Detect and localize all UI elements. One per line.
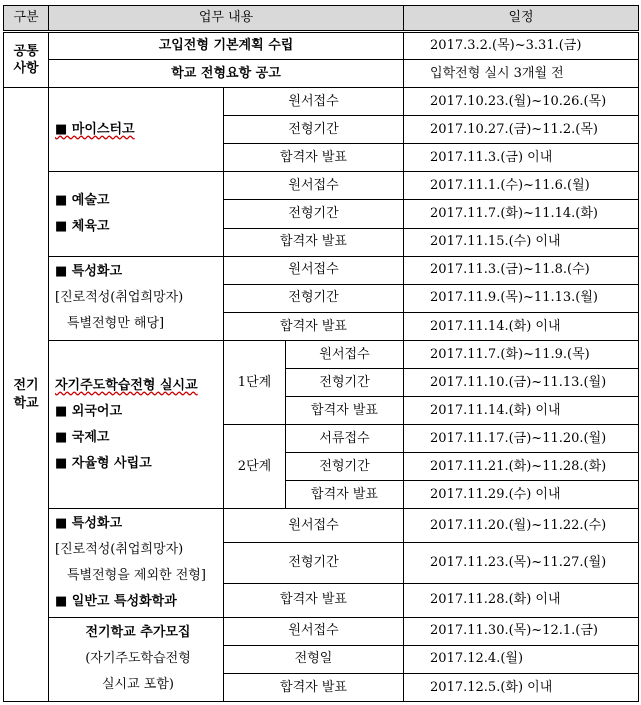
step-cell: 전형기간: [224, 284, 404, 312]
step-cell: 전형일: [224, 645, 404, 673]
schedule-cell: 2017.11.30.(목)~12.1.(금): [404, 617, 639, 645]
schedule-table: [3, 5, 639, 702]
schedule-cell: 2017.11.21.(화)~11.28.(화): [404, 453, 639, 481]
step-cell: 원서접수: [224, 617, 404, 645]
header-content: 업무 내용: [49, 6, 404, 32]
schedule-cell: 2017.11.3.(금) 이내: [404, 144, 639, 172]
group-line: 특별전형만 해당]: [67, 316, 165, 332]
group-line: ■ 외국어고: [55, 403, 123, 419]
category-early: [4, 88, 49, 702]
header-category: 구분: [4, 6, 49, 32]
step-cell: 전형기간: [286, 368, 404, 396]
group-cell: [49, 172, 224, 256]
step-cell: 원서접수: [224, 509, 404, 543]
group-line: ■ 체육고: [55, 219, 110, 234]
group-line: 자기주도학습전형 실시교: [55, 377, 198, 393]
group-line: (자기주도학습전형: [85, 651, 191, 667]
schedule-cell: 2017.11.14.(화) 이내: [404, 312, 639, 340]
schedule-cell: 2017.11.1.(수)~11.6.(월): [404, 172, 639, 200]
schedule-cell: 2017.11.7.(화)~11.14.(화): [404, 200, 639, 228]
group-line: 특별전형을 제외한 전형]: [67, 567, 206, 583]
table-row: [4, 340, 639, 368]
step-cell: 합격자 발표: [224, 673, 404, 701]
category-label: 전기: [13, 378, 39, 394]
category-label: 공통: [13, 43, 39, 59]
category-label: 학교: [13, 395, 39, 411]
group-cell: [49, 256, 224, 340]
task-cell: 고입전형 기본계획 수립: [49, 32, 404, 60]
table-row: [4, 509, 639, 543]
schedule-cell: 2017.11.10.(금)~11.13.(월): [404, 368, 639, 396]
schedule-cell: 2017.12.5.(화) 이내: [404, 673, 639, 701]
group-cell: [49, 340, 224, 508]
group-line: ■ 예술고: [55, 193, 110, 208]
category-common: [4, 32, 49, 88]
schedule-cell: 입학전형 실시 3개월 전: [404, 60, 639, 88]
schedule-cell: 2017.11.15.(수) 이내: [404, 228, 639, 256]
group-line: ■ 국제고: [55, 429, 110, 445]
step-cell: 합격자 발표: [224, 228, 404, 256]
stage-cell: 2단계: [224, 425, 286, 509]
step-cell: 서류접수: [286, 425, 404, 453]
group-line: [진로적성(취업희망자): [55, 290, 184, 306]
step-cell: 원서접수: [286, 340, 404, 368]
task-cell: 학교 전형요항 공고: [49, 60, 404, 88]
step-cell: 합격자 발표: [224, 312, 404, 340]
header-row: [4, 6, 639, 32]
table-row: [4, 32, 639, 60]
group-line: ■ 일반고 특성화학과: [55, 593, 177, 609]
schedule-cell: 2017.11.7.(화)~11.9.(목): [404, 340, 639, 368]
schedule-cell: 2017.11.29.(수) 이내: [404, 481, 639, 509]
table-row: [4, 256, 639, 284]
schedule-cell: 2017.11.28.(화) 이내: [404, 583, 639, 617]
step-cell: 전형기간: [286, 453, 404, 481]
group-line: [진로적성(취업희망자): [55, 541, 184, 557]
schedule-cell: 2017.10.23.(월)~10.26.(목): [404, 88, 639, 116]
group-cell: [49, 509, 224, 617]
step-cell: 합격자 발표: [224, 583, 404, 617]
schedule-cell: 2017.3.2.(목)~3.31.(금): [404, 32, 639, 60]
group-line: ■ 특성화고: [55, 515, 123, 531]
table-row: [4, 88, 639, 116]
table-row: [4, 172, 639, 200]
category-label: 사항: [13, 61, 39, 77]
step-cell: 전형기간: [224, 116, 404, 144]
step-cell: 합격자 발표: [224, 144, 404, 172]
table-row: [4, 617, 639, 645]
step-cell: 전형기간: [224, 543, 404, 583]
step-cell: 원서접수: [224, 88, 404, 116]
group-cell: [49, 617, 224, 701]
step-cell: 원서접수: [224, 256, 404, 284]
group-line: 실시교 포함): [102, 677, 174, 693]
schedule-cell: 2017.10.27.(금)~11.2.(목): [404, 116, 639, 144]
group-cell: [49, 88, 224, 172]
schedule-cell: 2017.11.20.(월)~11.22.(수): [404, 509, 639, 543]
step-cell: 전형기간: [224, 200, 404, 228]
group-line: ■ 특성화고: [55, 264, 123, 280]
schedule-cell: 2017.11.14.(화) 이내: [404, 397, 639, 425]
step-cell: 합격자 발표: [286, 481, 404, 509]
schedule-cell: 2017.11.3.(금)~11.8.(수): [404, 256, 639, 284]
schedule-cell: 2017.11.9.(목)~11.13.(월): [404, 284, 639, 312]
group-line: ■ 자율형 사립고: [55, 455, 152, 471]
step-cell: 원서접수: [224, 172, 404, 200]
step-cell: 합격자 발표: [286, 397, 404, 425]
stage-cell: 1단계: [224, 340, 286, 424]
table-row: [4, 60, 639, 88]
group-line: 전기학교 추가모집: [85, 625, 191, 641]
header-schedule: 일정: [404, 6, 639, 32]
group-line: ■ 마이스터고: [55, 121, 135, 137]
schedule-cell: 2017.12.4.(월): [404, 645, 639, 673]
schedule-cell: 2017.11.17.(금)~11.20.(월): [404, 425, 639, 453]
schedule-cell: 2017.11.23.(목)~11.27.(월): [404, 543, 639, 583]
